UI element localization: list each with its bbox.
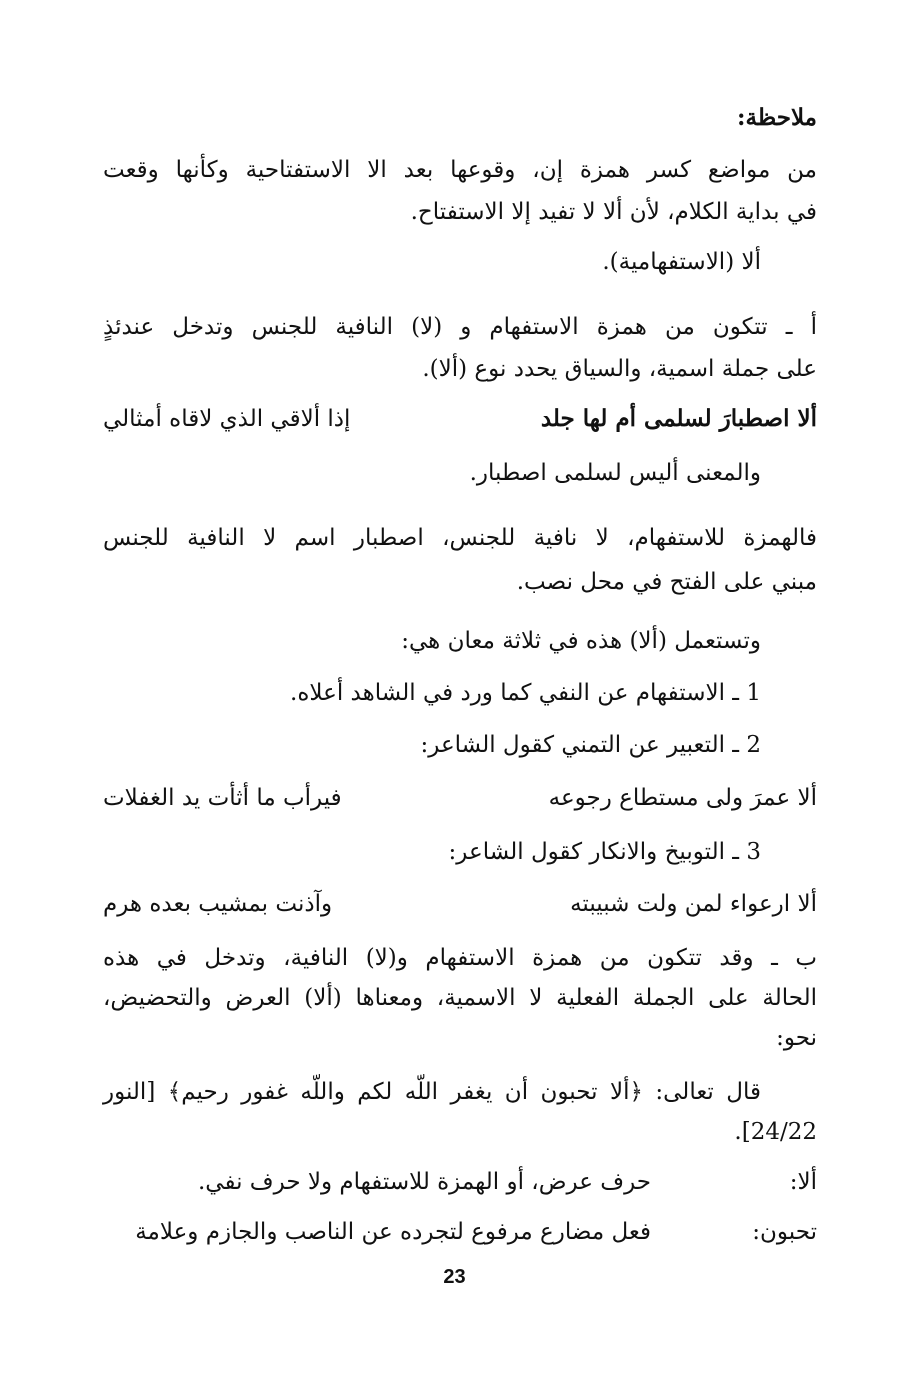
paragraph-line: نحو:	[776, 1025, 817, 1051]
list-item: 1 ـ الاستفهام عن النفي كما ورد في الشاهد أعلاه.	[290, 680, 761, 706]
verse-first-hemistich: ألا اصطبارَ لسلمى أم لها جلد	[540, 405, 817, 432]
note-heading: ملاحظة:	[737, 104, 817, 131]
paragraph-line: أ ـ تتكون من همزة الاستفهام و (لا) النافية للجنس وتدخل عندئذٍ	[103, 314, 817, 340]
paragraph-line: ب ـ وقد تتكون من همزة الاستفهام و(لا) النافية، وتدخل في هذه	[103, 945, 817, 971]
verse-first-hemistich: ألا ارعواء لمن ولت شبيبته	[570, 891, 817, 917]
section-heading: ألا (الاستفهامية).	[602, 249, 761, 275]
list-item: 2 ـ التعبير عن التمني كقول الشاعر:	[420, 732, 761, 758]
paragraph-line: فالهمزة للاستفهام، لا نافية للجنس، اصطبار اسم لا النافية للجنس	[103, 525, 817, 551]
uses-intro: وتستعمل (ألا) هذه في ثلاثة معان هي:	[401, 628, 761, 654]
paragraph-line: الحالة على الجملة الفعلية لا الاسمية، ومعناها (ألا) العرض والتحضيض،	[103, 985, 817, 1011]
definition-text: فعل مضارع مرفوع لتجرده عن الناصب والجازم وعلامة	[135, 1219, 651, 1245]
paragraph-line: على جملة اسمية، والسياق يحدد نوع (ألا).	[422, 356, 817, 382]
list-item: 3 ـ التوبيخ والانكار كقول الشاعر:	[448, 839, 761, 865]
quran-reference: 24/22].	[734, 1119, 817, 1145]
definition-text: حرف عرض، أو الهمزة للاستفهام ولا حرف نفي.	[197, 1169, 651, 1195]
verse-second-hemistich: فيرأب ما أثأت يد الغفلات	[103, 785, 342, 811]
definition-term: ألا:	[789, 1169, 817, 1195]
paragraph-line: من مواضع كسر همزة إن، وقوعها بعد الا الاستفتاحية وكأنها وقعت	[103, 157, 817, 183]
paragraph-line: مبني على الفتح في محل نصب.	[516, 569, 817, 595]
paragraph-line: في بداية الكلام، لأن ألا لا تفيد إلا الاستفتاح.	[410, 199, 817, 225]
quran-verse-line: قال تعالى: ﴿ألا تحبون أن يغفر اللّه لكم واللّه غفور رحيم﴾ [النور	[103, 1079, 761, 1105]
verse-second-hemistich: إذا ألاقي الذي لاقاه أمثالي	[103, 406, 351, 432]
page-number: 23	[443, 1266, 466, 1288]
verse-meaning: والمعنى أليس لسلمى اصطبار.	[469, 460, 761, 486]
verse-first-hemistich: ألا عمرَ ولى مستطاع رجوعه	[548, 785, 817, 811]
definition-term: تحبون:	[752, 1219, 817, 1245]
verse-second-hemistich: وآذنت بمشيب بعده هرم	[103, 891, 333, 917]
